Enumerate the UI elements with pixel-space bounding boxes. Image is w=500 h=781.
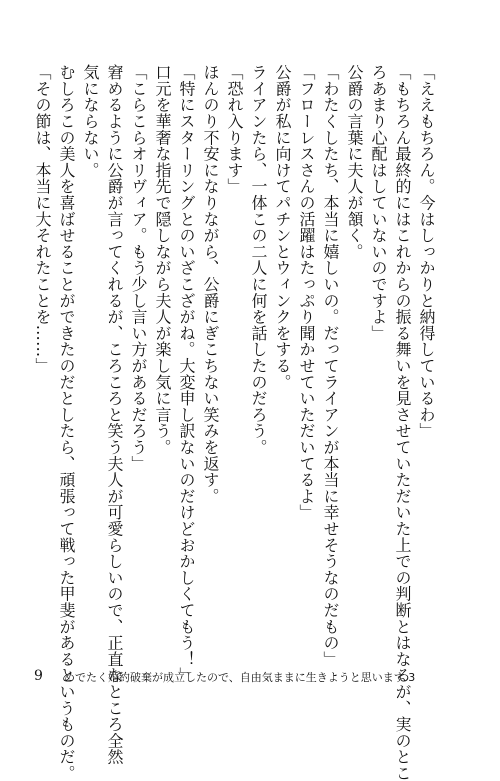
text-line: 公爵の言葉に夫人が頷く。 (345, 64, 364, 260)
text-line: 「ええもちろん。今はしっかりと納得しているわ」 (417, 64, 436, 439)
text-line: 「もちろん最終的にはこれからの振る舞いを見させていただいた上での判断とはなるが、実のとこ (393, 64, 412, 781)
page-number: 9 (34, 668, 43, 684)
text-line: 「恐れ入ります」 (225, 64, 244, 195)
text-line: 公爵が私に向けてパチンとウィンクをする。 (273, 64, 292, 390)
text-line: ライアンたら、一体この二人に何を話したのだろう。 (249, 64, 268, 456)
text-line: 「こらこらオリヴィア。もう少し言い方があるだろう」 (129, 64, 148, 472)
book-title: めでたく婚約破棄が成立したので、自由気ままに生きようと思います 3 (64, 671, 416, 684)
text-line: 気にならない。 (81, 64, 100, 179)
page-footer (34, 668, 474, 686)
text-line: 「その節は、本当に大それたことを……」 (33, 64, 52, 374)
text-line: 口元を華奢な指先で隠しながら夫人が楽し気に言う。 (153, 64, 172, 456)
text-line: 「わたくしたち、本当に嬉しいの。だってライアンが本当に幸せそうなのだもの」 (321, 64, 340, 668)
text-line: 「フローレスさんの活躍はたっぷり聞かせていただいてるよ」 (297, 64, 316, 521)
text-line: むしろこの美人を喜ばせることができたのだとしたら、頑張って戦った甲斐があるというものだ。 (57, 64, 76, 781)
text-line: ほんのり不安になりながら、公爵にぎこちない笑みを返す。 (201, 64, 220, 505)
text-line: 「特にスターリングとのいざこざがね。大変申し訳ないのだけどおかしくてもう！」 (177, 64, 196, 684)
text-line: ろあまり心配はしていないのですよ」 (369, 64, 388, 342)
text-line: 窘めるように公爵が言ってくれるが、ころころと笑う夫人が可愛らしいので、正直なところ全然 (105, 64, 124, 765)
